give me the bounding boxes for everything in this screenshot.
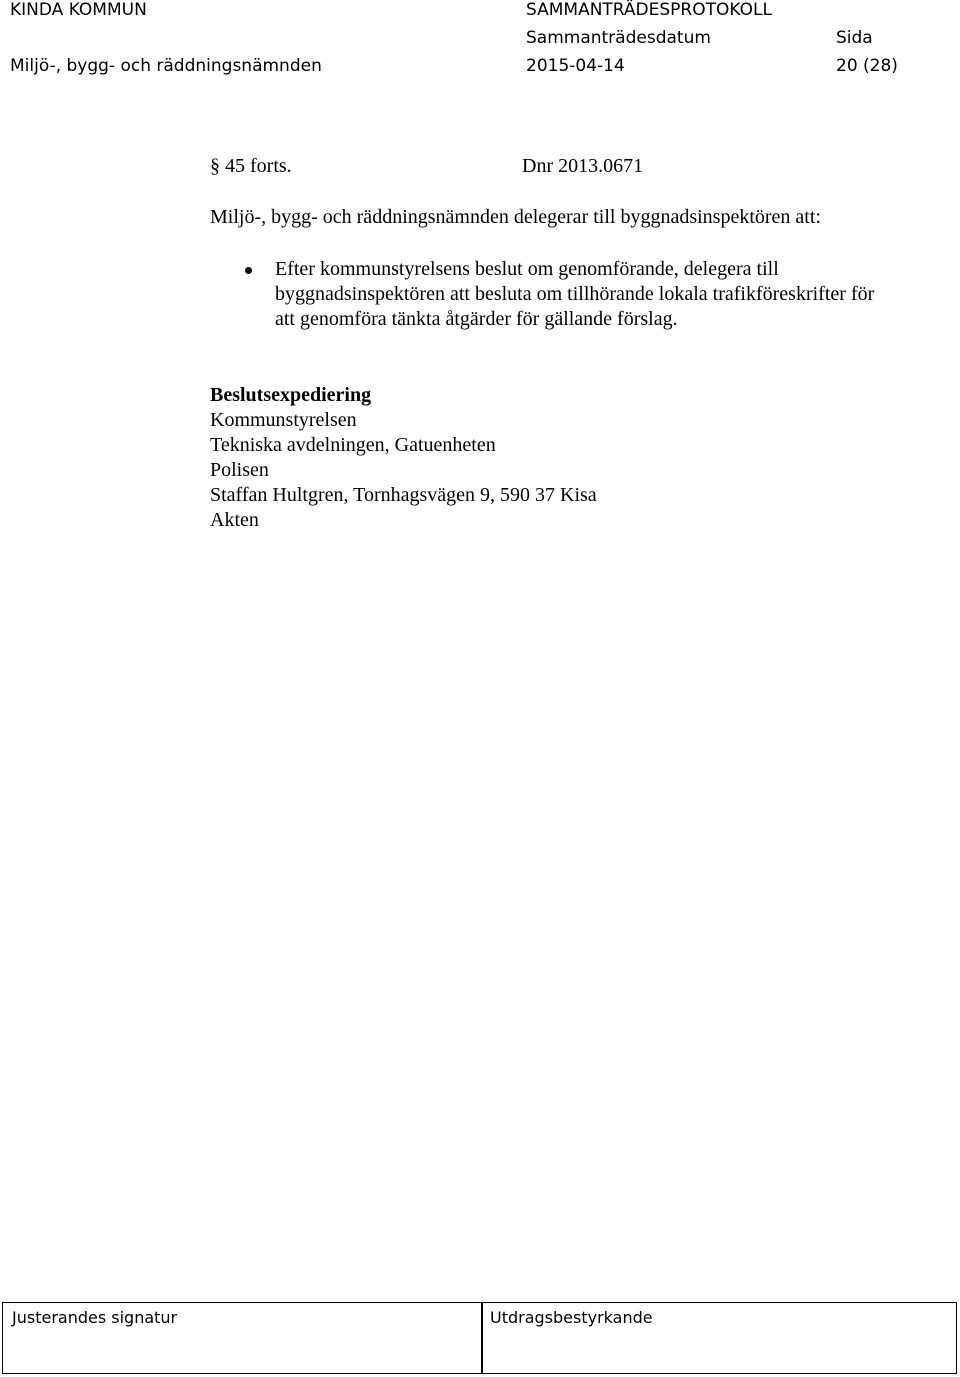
- decision-intro: Miljö-, bygg- och räddningsnämnden delegerar till byggnadsinspektören att:: [210, 206, 821, 228]
- document-type: SAMMANTRÄDESPROTOKOLL: [526, 0, 772, 20]
- recipient-item: Kommunstyrelsen: [210, 409, 357, 431]
- recipient-item: Akten: [210, 509, 259, 531]
- signature-box: [2, 1302, 957, 1374]
- bullet-line: att genomföra tänkta åtgärder för gällande förslag.: [275, 308, 678, 330]
- committee-name: Miljö-, bygg- och räddningsnämnden: [10, 56, 322, 76]
- extract-label: Utdragsbestyrkande: [490, 1308, 653, 1327]
- case-number: Dnr 2013.0671: [522, 155, 644, 177]
- page-label: Sida: [836, 28, 873, 48]
- recipient-item: Staffan Hultgren, Tornhagsvägen 9, 590 37 Kisa: [210, 484, 597, 506]
- signature-divider: [481, 1303, 483, 1373]
- bullet-line: byggnadsinspektören att besluta om tillhörande lokala trafikföreskrifter för: [275, 283, 875, 305]
- recipient-item: Tekniska avdelningen, Gatuenheten: [210, 434, 496, 456]
- bullet-icon: [245, 267, 252, 274]
- meeting-date: 2015-04-14: [526, 56, 625, 76]
- recipient-item: Polisen: [210, 459, 269, 481]
- distribution-title: Beslutsexpediering: [210, 384, 372, 406]
- paragraph-reference: § 45 forts.: [210, 155, 292, 177]
- org-name: KINDA KOMMUN: [10, 0, 147, 20]
- page-number: 20 (28): [836, 56, 898, 76]
- meeting-date-label: Sammanträdesdatum: [526, 28, 711, 48]
- bullet-line: Efter kommunstyrelsens beslut om genomförande, delegera till: [275, 258, 779, 280]
- signature-label: Justerandes signatur: [12, 1308, 178, 1327]
